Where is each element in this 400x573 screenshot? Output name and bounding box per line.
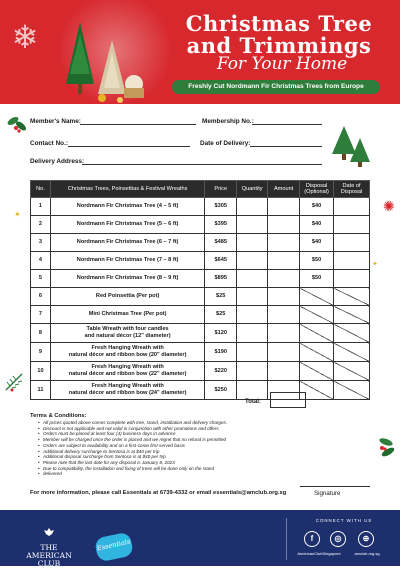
table-row xyxy=(31,252,370,270)
row-no: 6 xyxy=(31,288,51,306)
row-item-line-2: natural décor and ribbon bow (22" diameter) xyxy=(68,371,187,377)
row-disposal-date-na xyxy=(334,343,370,362)
header-banner xyxy=(0,0,400,104)
row-quantity-cell[interactable] xyxy=(237,198,268,216)
tagline-pill: Freshly Cut Nordmann Fir Christmas Trees from Europe xyxy=(172,80,380,94)
row-no: 8 xyxy=(31,324,51,343)
row-price: $25 xyxy=(205,288,237,306)
terms-item: • Member will be charged once the order is placed and we regret that no refund is permitted xyxy=(38,437,288,443)
delivery-address-field[interactable] xyxy=(82,164,322,165)
signature-line[interactable] xyxy=(300,486,370,487)
row-item: Nordmann Fir Christmas Tree (7 – 8 ft) xyxy=(50,252,204,270)
contact-no-label: Contact No.: xyxy=(30,140,68,147)
membership-no-field[interactable] xyxy=(252,124,322,125)
row-price: $25 xyxy=(205,306,237,324)
date-of-delivery-field[interactable] xyxy=(250,146,322,147)
table-row xyxy=(31,288,370,306)
row-amount-cell[interactable] xyxy=(268,234,300,252)
row-quantity-cell[interactable] xyxy=(237,270,268,288)
col-header-price: Price xyxy=(205,181,237,198)
row-disposal-date-cell[interactable] xyxy=(334,198,370,216)
terms-list xyxy=(38,420,288,477)
terms-item: • Orders are subject to availability and on a first-come first-served basis xyxy=(38,443,288,449)
pine-branch-icon xyxy=(4,370,26,392)
row-item-line-1: Fresh Hanging Wreath with xyxy=(91,383,164,390)
footer xyxy=(0,510,400,572)
member-name-field[interactable] xyxy=(80,124,196,125)
row-disposal-na xyxy=(300,306,334,324)
table-row xyxy=(31,362,370,381)
row-item-line-1: Fresh Hanging Wreath with xyxy=(91,345,164,352)
row-amount-cell[interactable] xyxy=(268,288,300,306)
col-header-disposal: Disposal (Optional) xyxy=(300,181,334,198)
row-amount-cell[interactable] xyxy=(268,306,300,324)
christmas-decor-illustration xyxy=(62,14,152,104)
row-price: $305 xyxy=(205,198,237,216)
table-row xyxy=(31,306,370,324)
row-item-line-2: and natural décor (12" diameter) xyxy=(84,333,171,339)
row-price: $895 xyxy=(205,270,237,288)
row-item-line-2: natural décor and ribbon bow (24" diameter) xyxy=(68,390,187,396)
col-header-date-of-disposal: Date of Disposal xyxy=(334,181,370,198)
date-of-delivery-label: Date of Delivery: xyxy=(200,140,251,147)
terms-item: • Additional delivery surcharge to Sentosa is at $40 per trip xyxy=(38,449,288,455)
col-header-no: No. xyxy=(31,181,51,198)
total-label: Total: xyxy=(245,399,261,405)
row-quantity-cell[interactable] xyxy=(237,288,268,306)
terms-heading: Terms & Conditions: xyxy=(30,413,87,419)
col-header-item: Christmas Trees, Poinsettias & Festival Wreaths xyxy=(50,181,204,198)
table-row xyxy=(31,198,370,216)
row-no: 11 xyxy=(31,381,51,400)
table-row xyxy=(31,216,370,234)
row-item xyxy=(50,324,204,343)
row-item: Nordmann Fir Christmas Tree (4 – 5 ft) xyxy=(50,198,204,216)
terms-item: • Additional disposal surcharge from Sentosa is at $40 per trip xyxy=(38,454,288,460)
row-disposal-na xyxy=(300,288,334,306)
row-item: Nordmann Fir Christmas Tree (6 – 7 ft) xyxy=(50,234,204,252)
signature-label: Signature xyxy=(314,490,341,497)
title-line-3: For Your Home xyxy=(216,54,348,74)
row-disposal-date-na xyxy=(334,324,370,343)
row-no: 2 xyxy=(31,216,51,234)
row-disposal-date-cell[interactable] xyxy=(334,252,370,270)
membership-no-label: Membership No.: xyxy=(202,118,254,125)
row-item: Nordmann Fir Christmas Tree (8 – 9 ft) xyxy=(50,270,204,288)
row-no: 1 xyxy=(31,198,51,216)
table-row xyxy=(31,343,370,362)
row-no: 4 xyxy=(31,252,51,270)
terms-item: • Orders must be placed at least four (4) business days in advance xyxy=(38,431,288,437)
row-item-line-1: Table Wreath with four candles xyxy=(86,326,169,333)
american-club-logo xyxy=(14,526,84,572)
delivery-address-label: Delivery Address: xyxy=(30,158,85,165)
row-quantity-cell[interactable] xyxy=(237,306,268,324)
essentials-logo: Essentials xyxy=(94,532,134,563)
row-no: 7 xyxy=(31,306,51,324)
globe-icon[interactable]: ⊕ xyxy=(358,531,374,547)
row-amount-cell[interactable] xyxy=(268,362,300,381)
member-name-label: Member's Name: xyxy=(30,118,81,125)
more-info-text: For more information, please call Essentials at 6739-4332 or email essentials@amclub.org.sg xyxy=(30,490,287,496)
row-price: $485 xyxy=(205,234,237,252)
row-amount-cell[interactable] xyxy=(268,324,300,343)
holly-icon xyxy=(6,112,28,138)
connect-heading: CONNECT WITH US xyxy=(315,518,373,523)
row-quantity-cell[interactable] xyxy=(237,343,268,362)
row-disposal-date-cell[interactable] xyxy=(334,216,370,234)
row-disposal-date-cell[interactable] xyxy=(334,270,370,288)
row-disposal-na xyxy=(300,362,334,381)
row-item xyxy=(50,362,204,381)
row-item-line-1: Fresh Hanging Wreath with xyxy=(91,364,164,371)
order-table xyxy=(30,180,370,400)
title-line-2: and Trimmings xyxy=(186,33,372,58)
terms-item: • Due to compatibility, the installation and fixing of trees will be done only on the stand xyxy=(38,466,288,472)
row-no: 9 xyxy=(31,343,51,362)
row-price: $645 xyxy=(205,252,237,270)
row-quantity-cell[interactable] xyxy=(237,216,268,234)
row-amount-cell[interactable] xyxy=(268,270,300,288)
row-no: 3 xyxy=(31,234,51,252)
row-disposal-date-na xyxy=(334,288,370,306)
row-disposal-date-cell[interactable] xyxy=(334,234,370,252)
terms-item: • All prices quoted above comes complete with tree, stand, installation and delivery charges. xyxy=(38,420,288,426)
row-price: $220 xyxy=(205,362,237,381)
row-item xyxy=(50,343,204,362)
row-amount-cell[interactable] xyxy=(268,216,300,234)
col-header-amount: Amount xyxy=(268,181,300,198)
row-quantity-cell[interactable] xyxy=(237,234,268,252)
snowflake-icon: ❄ xyxy=(11,19,39,55)
row-disposal[interactable]: $40 xyxy=(300,198,334,216)
row-price: $250 xyxy=(205,381,237,400)
row-amount-cell[interactable] xyxy=(268,198,300,216)
star-icon: ✦ xyxy=(14,210,21,219)
contact-no-field[interactable] xyxy=(68,146,190,147)
christmas-trees-icon xyxy=(330,124,372,168)
club-name-line-2: AMERICAN CLUB xyxy=(26,551,72,568)
row-disposal[interactable]: $50 xyxy=(300,252,334,270)
row-disposal-na xyxy=(300,324,334,343)
row-quantity-cell[interactable] xyxy=(237,252,268,270)
row-no: 5 xyxy=(31,270,51,288)
website-link[interactable]: amclub.org.sg xyxy=(354,551,380,556)
row-amount-cell[interactable] xyxy=(268,252,300,270)
terms-item: • Please note that the last date for any disposal is January 8, 2023 xyxy=(38,460,288,466)
terms-item: • Discount is not applicable and not valid in conjunction with other promotions and offers xyxy=(38,426,288,432)
row-disposal[interactable]: $50 xyxy=(300,270,334,288)
title-line-1: Christmas Tree xyxy=(185,11,373,36)
table-header-row xyxy=(31,181,370,198)
row-item: Red Poinsettia (Per pot) xyxy=(50,288,204,306)
poinsettia-icon: ✺ xyxy=(383,198,395,214)
row-price: $120 xyxy=(205,324,237,343)
row-no: 10 xyxy=(31,362,51,381)
table-row xyxy=(31,324,370,343)
row-disposal-date-na xyxy=(334,362,370,381)
club-location: SINGAPORE xyxy=(33,568,65,572)
facebook-icon[interactable]: f xyxy=(304,531,320,547)
total-amount-field[interactable] xyxy=(270,392,306,408)
row-disposal[interactable]: $40 xyxy=(300,234,334,252)
terms-item-continued: • delivered xyxy=(38,471,288,477)
row-amount-cell[interactable] xyxy=(268,343,300,362)
table-row xyxy=(31,234,370,252)
facebook-handle[interactable]: AmericanClubSingapore xyxy=(297,551,341,556)
row-disposal-date-na xyxy=(334,381,370,400)
row-item: Mini Christmas Tree (Per pot) xyxy=(50,306,204,324)
row-disposal[interactable]: $40 xyxy=(300,216,334,234)
club-name-line-1: THE xyxy=(40,543,58,552)
row-quantity-cell[interactable] xyxy=(237,362,268,381)
row-item xyxy=(50,381,204,400)
instagram-icon[interactable]: ◎ xyxy=(330,531,346,547)
row-price: $190 xyxy=(205,343,237,362)
row-disposal-na xyxy=(300,343,334,362)
row-item-line-2: natural décor and ribbon bow (20" diameter) xyxy=(68,352,187,358)
row-price: $395 xyxy=(205,216,237,234)
star-icon-2: ✦ xyxy=(372,261,378,268)
eagle-icon xyxy=(43,527,55,537)
col-header-quantity: Quantity xyxy=(237,181,268,198)
holly-icon-2 xyxy=(376,434,398,462)
table-row xyxy=(31,270,370,288)
row-disposal-date-na xyxy=(334,306,370,324)
footer-divider xyxy=(286,518,287,560)
row-quantity-cell[interactable] xyxy=(237,324,268,343)
row-item: Nordmann Fir Christmas Tree (5 – 6 ft) xyxy=(50,216,204,234)
table-row xyxy=(31,381,370,400)
